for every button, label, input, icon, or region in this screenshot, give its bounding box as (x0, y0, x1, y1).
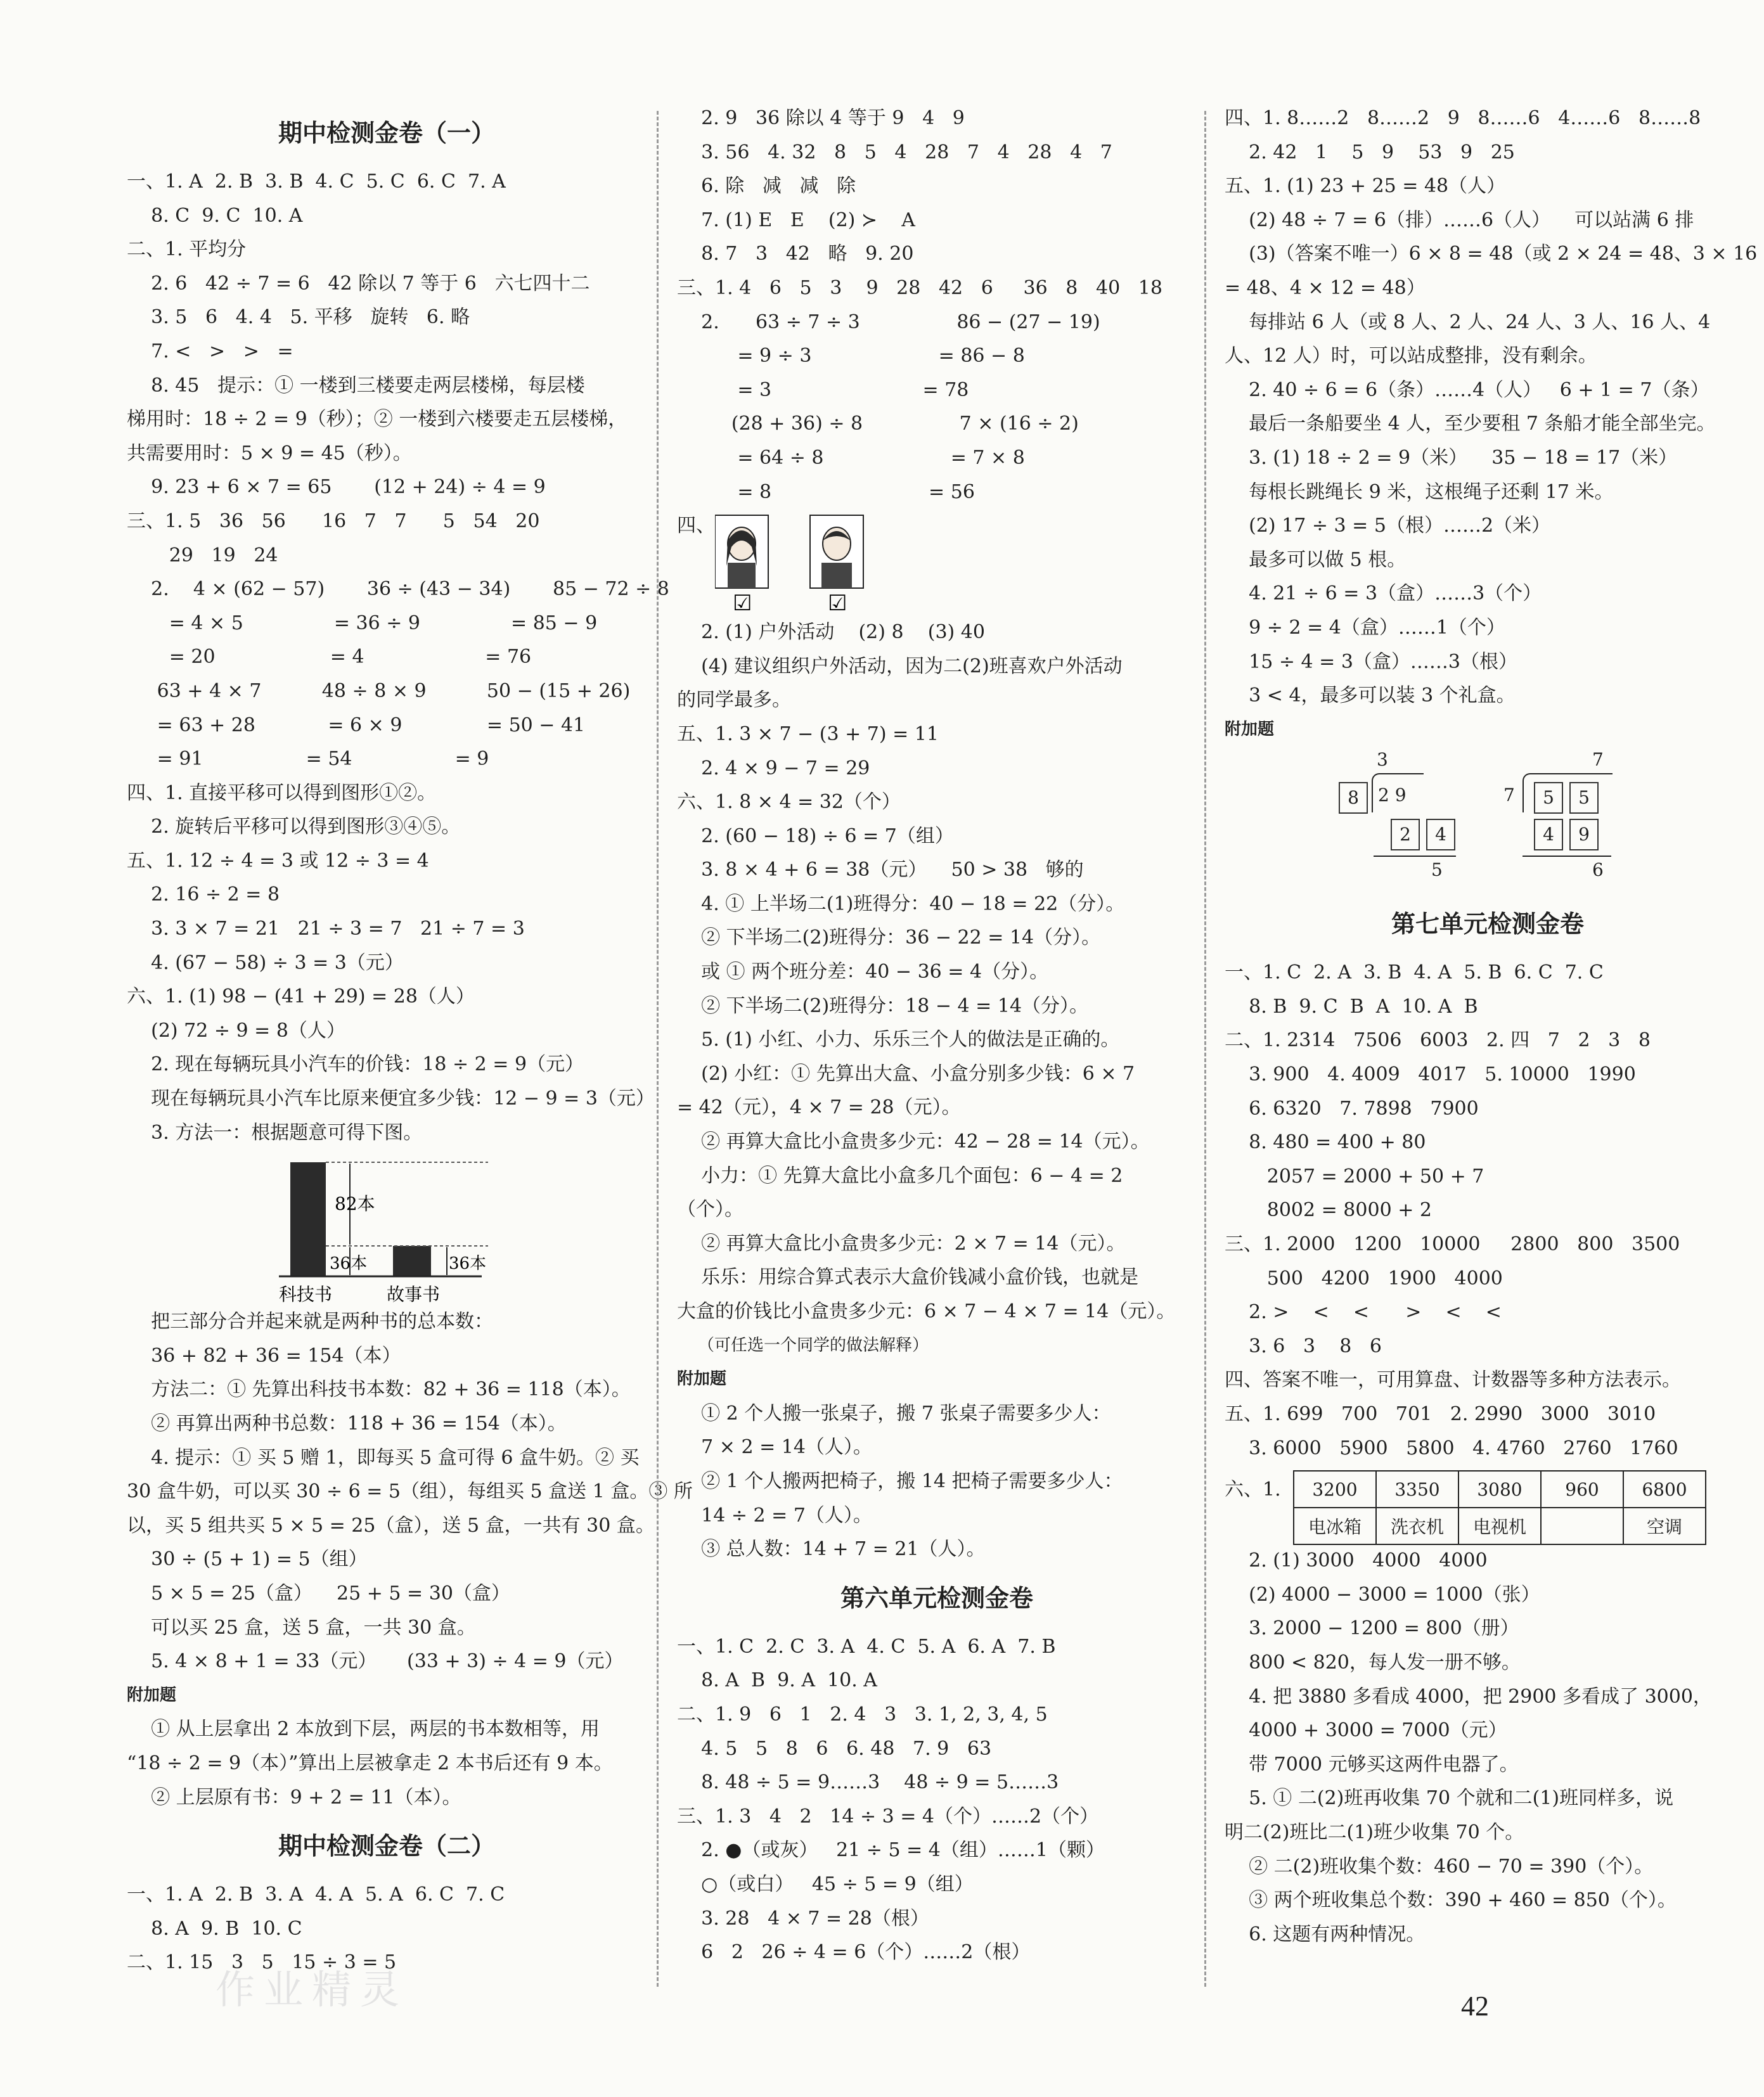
div1-dividend: 2 9 (1378, 785, 1407, 806)
section-title: 第七单元检测金卷 (1391, 910, 1584, 939)
answer-line: 每根长跳绳长 9 米，这根绳子还剩 17 米。 (1225, 480, 1614, 503)
answer-line: 二、1. 平均分 (127, 238, 247, 261)
answer-line: ② 再算大盒比小盒贵多少元：42 − 28 = 14（元）。 (677, 1131, 1150, 1153)
answer-line: 3. 5 6 4. 4 5. 平移 旋转 6. 略 (127, 306, 470, 329)
answer-line: 8002 = 8000 + 2 (1225, 1199, 1432, 1222)
answer-line: 6. 这题有两种情况。 (1225, 1923, 1426, 1946)
answer-line: 每排站 6 人（或 8 人、2 人、24 人、3 人、16 人、4 (1225, 311, 1711, 333)
answer-line: 8. 48 ÷ 5 = 9……3 48 ÷ 9 = 5……3 (677, 1771, 1059, 1794)
answer-line: 3 < 4，最多可以装 3 个礼盒。 (1225, 684, 1516, 707)
section-title: 第六单元检测金卷 (840, 1584, 1033, 1612)
div1-product-box-2: 4 (1426, 819, 1455, 850)
answer-line: 一、1. A 2. B 3. B 4. C 5. C 6. C 7. A (127, 170, 506, 193)
answer-line: = 42（元），4 × 7 = 28（元）。 (677, 1096, 961, 1119)
science-book-bar (290, 1162, 326, 1276)
answer-line: 三、1. 4 6 5 3 9 28 42 6 36 8 40 18 (677, 276, 1162, 299)
div2-product-box-2: 9 (1569, 819, 1599, 850)
div2-rule (1523, 856, 1611, 857)
table-cell: 6800 (1623, 1471, 1706, 1508)
div1-rule (1374, 856, 1456, 857)
answer-line: 三、1. 5 36 56 16 7 7 5 54 20 (127, 510, 540, 532)
answer-line: ② 再算出两种书总数：118 + 36 = 154（本）。 (127, 1413, 567, 1435)
column-3 (1225, 101, 1758, 1951)
div2-dividend-box-2: 5 (1569, 782, 1599, 814)
answer-line: 乐乐：用综合算式表示大盒价钱减小盒价钱，也就是 (677, 1266, 1139, 1289)
table-cell: 洗衣机 (1376, 1508, 1458, 1544)
column-2 (677, 101, 1197, 1970)
answer-line: 2. 4 × 9 − 7 = 29 (677, 757, 870, 779)
answer-line: 7. < > > = (127, 340, 293, 362)
answer-line: 9. 23 + 6 × 7 = 65 (12 + 24) ÷ 4 = 9 (127, 476, 546, 499)
answer-line: 2. 40 ÷ 6 = 6（条）……4（人） 6 + 1 = 7（条） (1225, 378, 1709, 401)
answer-line: 梯用时：18 ÷ 2 = 9（秒）；② 一楼到六楼要走五层楼梯， (127, 408, 628, 431)
answer-line: 30 ÷ (5 + 1) = 5（组） (127, 1548, 368, 1571)
answer-line: 四、答案不唯一，可用算盘、计数器等多种方法表示。 (1225, 1369, 1681, 1392)
answer-line: 9 ÷ 2 = 4（盒）……1（个） (1225, 616, 1505, 639)
answer-line: 7. (1) E E (2) ≻ A (677, 208, 915, 231)
answer-line: = 20 = 4 = 76 (127, 646, 532, 669)
answer-line: 把三部分合并起来就是两种书的总本数： (127, 1311, 494, 1333)
div2-dividend-box-1: 5 (1534, 782, 1563, 814)
answer-line: 3. 3 × 7 = 21 21 ÷ 3 = 7 21 ÷ 7 = 3 (127, 918, 525, 940)
answer-line: 36 + 82 + 36 = 154（本） (127, 1344, 401, 1367)
answer-line: 4000 + 3000 = 7000（元） (1225, 1719, 1507, 1742)
answer-line: 共需要用时：5 × 9 = 45（秒）。 (127, 442, 412, 465)
answer-line: (2) 小红：① 先算出大盒、小盒分别多少钱：6 × 7 (677, 1062, 1135, 1085)
answer-line: 4. 提示：① 买 5 赠 1，即每买 5 盒可得 6 盒牛奶。② 买 (127, 1446, 640, 1469)
question-label: 六、1. (1225, 1478, 1281, 1501)
column-divider (1204, 111, 1206, 1987)
answer-line: 明二(2)班比二(1)班少收集 70 个。 (1225, 1821, 1524, 1844)
answer-line: = 64 ÷ 8 = 7 × 8 (677, 446, 1025, 469)
div1-product-box-1: 2 (1391, 819, 1420, 850)
answer-line: = 9 ÷ 3 = 86 − 8 (677, 345, 1025, 368)
answer-line: ② 1 个人搬两把椅子，搬 14 把椅子需要多少人： (677, 1470, 1123, 1492)
answer-line: 3. 56 4. 32 8 5 4 28 7 4 28 4 7 (677, 141, 1112, 164)
label-82: 82本 (335, 1193, 375, 1215)
div2-product-box-1: 4 (1534, 819, 1563, 850)
answer-line: (2) 72 ÷ 9 = 8（人） (127, 1019, 345, 1042)
table-cell: 3350 (1376, 1471, 1458, 1508)
answer-line: 8. 480 = 400 + 80 (1225, 1131, 1426, 1154)
table-cell: 空调 (1623, 1508, 1706, 1544)
column-divider (657, 111, 659, 1987)
bar-figure (127, 1150, 647, 1305)
section-label: 四、 (677, 515, 715, 537)
table-cell: 电视机 (1458, 1508, 1541, 1544)
answer-line: 3. 8 × 4 + 6 = 38（元） 50 > 38 够的 (677, 859, 1084, 882)
table-cell: 3200 (1294, 1471, 1376, 1508)
answer-line: 3. (1) 18 ÷ 2 = 9（米） 35 − 18 = 17（米） (1225, 446, 1678, 469)
watermark: 作业精灵 (216, 1966, 409, 2013)
answer-line: 14 ÷ 2 = 7（人）。 (677, 1504, 872, 1527)
answer-line: ③ 总人数：14 + 7 = 21（人）。 (677, 1538, 986, 1561)
answer-line: = 4 × 5 = 36 ÷ 9 = 85 − 9 (127, 612, 598, 634)
table-cell (1541, 1508, 1623, 1544)
section-title: 期中检测金卷（二） (278, 1832, 495, 1861)
answer-line: 2. 旋转后平移可以得到图形③④⑤。 (127, 816, 461, 838)
category-story: 故事书 (387, 1284, 441, 1305)
answer-line: 2. 42 1 5 9 53 9 25 (1225, 141, 1515, 164)
answer-line: 最后一条船要坐 4 人，至少要租 7 条船才能全部坐完。 (1225, 413, 1716, 435)
answer-line: 5. ① 二(2)班再收集 70 个就和二(1)班同样多，说 (1225, 1787, 1674, 1810)
price-table-block (1225, 1465, 1751, 1544)
answer-line: (28 + 36) ÷ 8 7 × (16 ÷ 2) (677, 413, 1079, 435)
answer-line: = 8 = 56 (677, 480, 975, 503)
answer-line: 二、1. 2314 7506 6003 2. 四 7 2 3 8 (1225, 1029, 1651, 1052)
boy-body (821, 563, 852, 588)
answer-line: 2. 现在每辆玩具小汽车的价钱：18 ÷ 2 = 9（元） (127, 1053, 584, 1076)
answer-line: 一、1. A 2. B 3. A 4. A 5. A 6. C 7. C (127, 1883, 505, 1906)
answer-line: 2. (1) 户外活动 (2) 8 (3) 40 (677, 621, 985, 644)
answer-note: （可任选一个同学的做法解释） (677, 1335, 929, 1355)
answer-line: ② 下半场二(2)班得分：36 − 22 = 14（分）。 (677, 927, 1101, 949)
book-bar-diagram (127, 1150, 647, 1305)
girl-body (728, 563, 756, 588)
answer-line: （个）。 (677, 1198, 744, 1221)
answer-line: 的同学最多。 (677, 689, 791, 712)
label-36b: 36本 (449, 1254, 487, 1274)
answer-line: (4) 建议组织户外活动，因为二(2)班喜欢户外活动 (677, 655, 1123, 677)
answer-line: 800 < 820，每人发一册不够。 (1225, 1651, 1521, 1674)
answer-line: (2) 48 ÷ 7 = 6（排）……6（人） 可以站满 6 排 (1225, 208, 1694, 231)
answer-line: 大盒的价钱比小盒贵多少元：6 × 7 − 4 × 7 = 14（元）。 (677, 1300, 1176, 1323)
answer-line: 3. 6000 5900 5800 4. 4760 2760 1760 (1225, 1437, 1678, 1459)
answer-line: 五、1. 12 ÷ 4 = 3 或 12 ÷ 3 = 4 (127, 849, 429, 872)
answer-line: (3)（答案不唯一）6 × 8 = 48（或 2 × 24 = 48、3 × 16 (1225, 243, 1758, 266)
answer-line: 7 × 2 = 14（人）。 (677, 1436, 872, 1459)
answer-line: ③ 两个班收集总个数：390 + 460 = 850（个）。 (1225, 1889, 1677, 1912)
price-table (1293, 1470, 1706, 1545)
answer-line: 5. 4 × 8 + 1 = 33（元） (33 + 3) ÷ 4 = 9（元） (127, 1650, 624, 1673)
answer-line: 六、1. 8 × 4 = 32（个） (677, 791, 901, 814)
answer-line: 二、1. 15 3 5 15 ÷ 3 = 5 (127, 1951, 397, 1974)
answer-line: 现在每辆玩具小汽车比原来便宜多少钱：12 − 9 = 3（元） (127, 1087, 655, 1110)
answer-line: 4. (67 − 58) ÷ 3 = 3（元） (127, 951, 404, 974)
answer-line: 一、1. C 2. A 3. B 4. A 5. B 6. C 7. C (1225, 961, 1604, 984)
answer-line: 8. 45 提示：① 一楼到三楼要走两层楼梯，每层楼 (127, 374, 585, 397)
answer-line: 人、12 人）时，可以站成整排，没有剩余。 (1225, 345, 1597, 368)
answer-line: = 63 + 28 = 6 × 9 = 50 − 41 (127, 714, 586, 736)
answer-line: 2. 6 42 ÷ 7 = 6 42 除以 7 等于 6 六七四十二 (127, 272, 590, 295)
answer-line: 或 ① 两个班分差：40 − 36 = 4（分）。 (677, 961, 1049, 984)
answer-line: ② 二(2)班收集个数：460 − 70 = 390（个）。 (1225, 1855, 1654, 1878)
long-division-figure (1225, 747, 1751, 892)
bonus-heading: 附加题 (1225, 719, 1275, 739)
portrait-figure (677, 509, 1197, 615)
table-row (1294, 1471, 1706, 1508)
story-book-bar (393, 1246, 431, 1276)
answer-line: 30 盒牛奶，可以买 30 ÷ 6 = 5（组），每组买 5 盒送 1 盒。③ 所 (127, 1480, 693, 1503)
answer-line: 四、1. 8……2 8……2 9 8……6 4……6 8……8 (1225, 107, 1701, 129)
answer-line: ○（或白） 45 ÷ 5 = 9（组） (677, 1873, 974, 1895)
answer-line: 8. B 9. C B A 10. A B (1225, 995, 1478, 1018)
bonus-heading: 附加题 (677, 1369, 727, 1389)
div1-remainder: 5 (1431, 859, 1443, 881)
div1-divisor-box: 8 (1339, 782, 1368, 814)
table-row (1294, 1508, 1706, 1544)
table-cell: 3080 (1458, 1471, 1541, 1508)
answer-line: = 3 = 78 (677, 378, 969, 401)
answer-line: 2. 63 ÷ 7 ÷ 3 86 − (27 − 19) (677, 311, 1100, 333)
answer-line: 2. 9 36 除以 4 等于 9 4 9 (677, 107, 965, 129)
answer-line: 2057 = 2000 + 50 + 7 (1225, 1165, 1484, 1188)
answer-line: 三、1. 2000 1200 10000 2800 800 3500 (1225, 1233, 1680, 1256)
answer-line: 五、1. 3 × 7 − (3 + 7) = 11 (677, 722, 939, 745)
answer-line: 63 + 4 × 7 48 ÷ 8 × 9 50 − (15 + 26) (127, 679, 631, 702)
div1-quotient: 3 (1377, 749, 1388, 771)
answer-line: 6. 6320 7. 7898 7900 (1225, 1097, 1479, 1120)
column-1 (127, 101, 693, 1980)
answer-line: 4. ① 上半场二(1)班得分：40 − 18 = 22（分）。 (677, 892, 1125, 915)
answer-line: 2. 4 × (62 − 57) 36 ÷ (43 − 34) 85 − 72 ÷ 8 (127, 578, 669, 601)
answer-line: 最多可以做 5 根。 (1225, 548, 1407, 571)
answer-line: 小力：① 先算大盒比小盒多几个面包：6 − 4 = 2 (677, 1164, 1123, 1187)
answer-line: 8. A B 9. A 10. A (677, 1669, 877, 1692)
div2-quotient: 7 (1592, 749, 1604, 771)
div2-remainder: 6 (1592, 859, 1604, 881)
answer-line: 二、1. 9 6 1 2. 4 3 3. 1, 2, 3, 4, 5 (677, 1703, 1048, 1726)
category-science: 科技书 (279, 1284, 333, 1305)
answer-line: 3. 900 4. 4009 4017 5. 10000 1990 (1225, 1063, 1636, 1086)
answer-line: 4. 5 5 8 6 6. 48 7. 9 63 (677, 1737, 992, 1760)
answer-line: 29 19 24 (127, 544, 278, 567)
answer-line: 8. C 9. C 10. A (127, 204, 303, 227)
check-1: ☑ (733, 591, 752, 616)
section-title: 期中检测金卷（一） (278, 119, 495, 147)
div2-divisor: 7 (1503, 785, 1515, 806)
answer-line: 500 4200 1900 4000 (1225, 1267, 1503, 1290)
answer-line: ② 上层原有书：9 + 2 = 11（本）。 (127, 1786, 461, 1809)
answer-line: 15 ÷ 4 = 3（盒）……3（根） (1225, 650, 1517, 673)
answer-line: 3. 2000 − 1200 = 800（册） (1225, 1617, 1519, 1640)
answer-line: 2. ●（或灰） 21 ÷ 5 = 4（组）……1（颗） (677, 1839, 1105, 1862)
answer-line: 3. 方法一：根据题意可得下图。 (127, 1121, 423, 1144)
table-cell: 960 (1541, 1471, 1623, 1508)
answer-line: 带 7000 元够买这两件电器了。 (1225, 1753, 1519, 1776)
answer-line: (2) 17 ÷ 3 = 5（根）……2（米） (1225, 515, 1551, 537)
answer-line: 6 2 26 ÷ 4 = 6（个）……2（根） (677, 1941, 1031, 1964)
answer-line: 2. > < < > < < (1225, 1301, 1502, 1324)
answer-line: ① 2 个人搬一张桌子，搬 7 张桌子需要多少人： (677, 1402, 1111, 1425)
answer-line: 三、1. 3 4 2 14 ÷ 3 = 4（个）……2（个） (677, 1805, 1099, 1828)
portraits (715, 509, 880, 615)
check-2: ☑ (828, 591, 847, 616)
answer-line: 3. 28 4 × 7 = 28（根） (677, 1907, 929, 1930)
answer-line: = 91 = 54 = 9 (127, 748, 489, 771)
answer-line: “18 ÷ 2 = 9（本）”算出上层被拿走 2 本书后还有 9 本。 (127, 1752, 613, 1774)
bonus-heading: 附加题 (127, 1685, 177, 1705)
page-number: 42 (1461, 1991, 1489, 2022)
answer-line: 一、1. C 2. C 3. A 4. C 5. A 6. A 7. B (677, 1635, 1056, 1658)
label-36a: 36本 (330, 1254, 368, 1274)
answer-line: 5. (1) 小红、小力、乐乐三个人的做法是正确的。 (677, 1029, 1120, 1051)
answer-line: (2) 4000 − 3000 = 1000（张） (1225, 1583, 1540, 1606)
answer-line: 3. 6 3 8 6 (1225, 1335, 1382, 1357)
answer-line: 五、1. (1) 23 + 25 = 48（人） (1225, 175, 1506, 198)
answer-line: 4. 把 3880 多看成 4000，把 2900 多看成了 3000， (1225, 1685, 1712, 1708)
answer-line: 4. 21 ÷ 6 = 3（盒）……3（个） (1225, 582, 1542, 605)
answer-line: ① 从上层拿出 2 本放到下层，两层的书本数相等，用 (127, 1718, 600, 1741)
answer-line: 2. (1) 3000 4000 4000 (1225, 1549, 1488, 1572)
answer-line: 6. 除 减 减 除 (677, 175, 856, 198)
answer-line: ② 下半场二(2)班得分：18 − 4 = 14（分）。 (677, 994, 1089, 1017)
answer-line: 以，买 5 组共买 5 × 5 = 25（盒），送 5 盒，一共有 30 盒。 (127, 1514, 655, 1537)
answer-line: 5 × 5 = 25（盒） 25 + 5 = 30（盒） (127, 1582, 510, 1605)
answer-line: = 48、4 × 12 = 48） (1225, 276, 1426, 299)
answer-line: 五、1. 699 700 701 2. 2990 3000 3010 (1225, 1403, 1656, 1425)
answer-line: 方法二：① 先算出科技书本数：82 + 36 = 118（本）。 (127, 1378, 631, 1401)
answer-line: 四、1. 直接平移可以得到图形①②。 (127, 781, 437, 804)
answer-line: 六、1. (1) 98 − (41 + 29) = 28（人） (127, 985, 475, 1008)
answer-line: 8. A 9. B 10. C (127, 1917, 302, 1940)
answer-line: 可以买 25 盒，送 5 盒，一共 30 盒。 (127, 1616, 476, 1639)
answer-line: 8. 7 3 42 略 9. 20 (677, 243, 914, 266)
table-cell: 电冰箱 (1294, 1508, 1376, 1544)
answer-line: 2. 16 ÷ 2 = 8 (127, 883, 280, 906)
answer-line: 2. (60 − 18) ÷ 6 = 7（组） (677, 824, 954, 847)
answer-line: ② 再算大盒比小盒贵多少元：2 × 7 = 14（元）。 (677, 1232, 1126, 1255)
